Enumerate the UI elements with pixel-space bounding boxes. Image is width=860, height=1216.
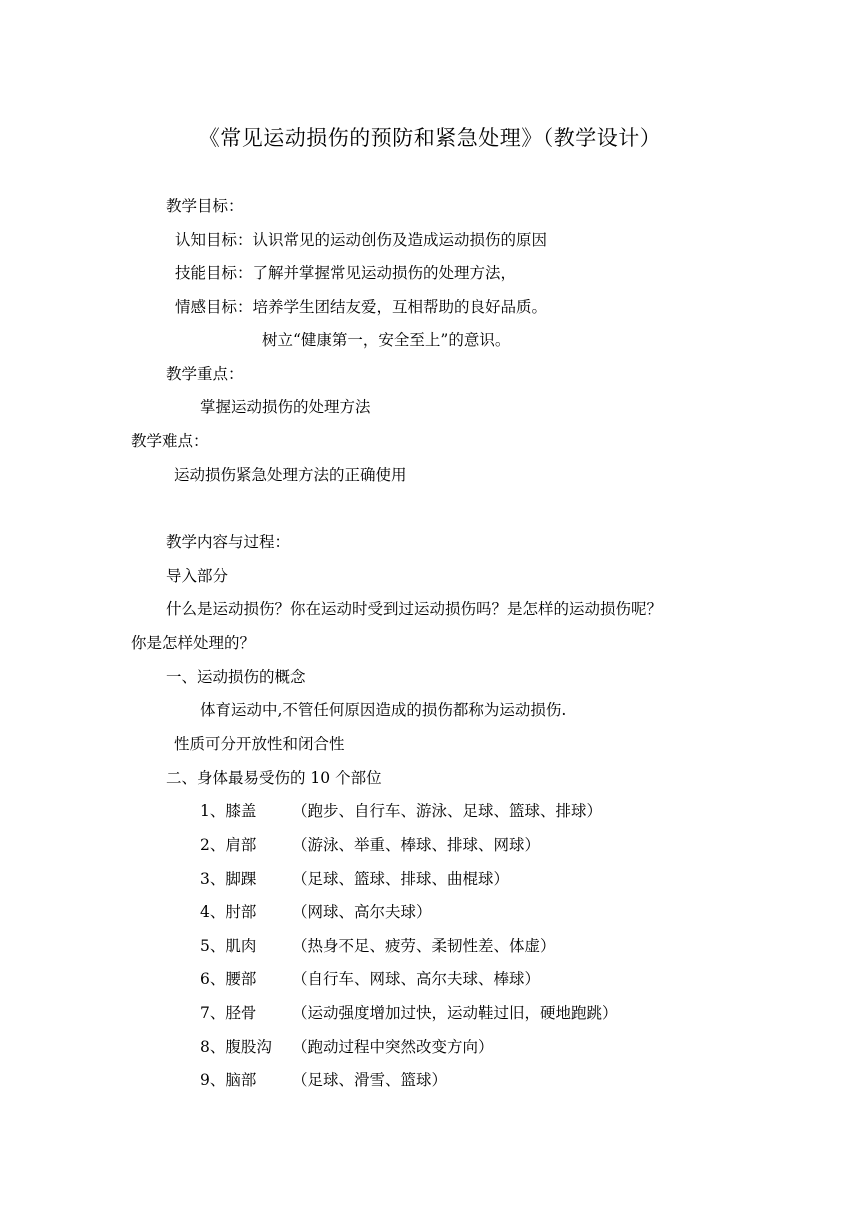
list-item-note: （热身不足、疲劳、柔韧性差、体虚） [292,937,556,955]
list-item-part: 8、腹股沟 [200,1038,272,1056]
list-item [200,967,540,991]
affective-label: 情感目标： [175,298,253,316]
cognitive-text: 认识常见的运动创伤及造成运动损伤的原因 [252,231,548,249]
skill-label: 技能目标： [175,264,253,282]
list-item [200,799,602,823]
section1-text-2: 性质可分开放性和闭合性 [174,735,345,753]
list-item-note: （跑动过程中突然改变方向） [292,1038,494,1056]
list-item [200,934,556,958]
list-item-part: 9、脑部 [200,1071,257,1089]
list-item-note: （自行车、网球、高尔夫球、棒球） [292,970,541,988]
keypoint-text: 掌握运动损伤的处理方法 [200,398,371,416]
affective-text-2: 树立“健康第一，安全至上”的意识。 [262,331,511,349]
keypoint-heading: 教学重点： [166,365,244,383]
list-item [200,867,509,891]
list-item [200,833,540,857]
list-item-note: （跑步、自行车、游泳、足球、篮球、排球） [292,802,603,820]
skill-text: 了解并掌握常见运动损伤的处理方法， [252,264,517,282]
objectives-heading: 教学目标： [166,197,244,215]
list-item-note: （运动强度增加过快，运动鞋过旧，硬地跑跳） [292,1004,618,1022]
section1-text: 体育运动中,不管任何原因造成的损伤都称为运动损伤. [200,701,567,719]
list-item-part: 6、腰部 [200,970,257,988]
list-item-part: 7、胫骨 [200,1004,257,1022]
section1-heading: 一、运动损伤的概念 [166,668,306,686]
affective-text: 培养学生团结友爱，互相帮助的良好品质。 [252,298,548,316]
list-item [200,1068,447,1092]
affective-objective [175,295,547,319]
difficulty-heading: 教学难点： [131,432,209,450]
list-item-part: 1、膝盖 [200,802,257,820]
process-heading: 教学内容与过程： [166,533,291,551]
cognitive-objective [175,228,547,252]
list-item-part: 3、脚踝 [200,870,257,888]
intro-text-1: 什么是运动损伤？你在运动时受到过运动损伤吗？是怎样的运动损伤呢？ [166,600,663,618]
list-item-part: 2、肩部 [200,836,257,854]
cognitive-label: 认知目标： [175,231,253,249]
list-item-note: （游泳、举重、棒球、排球、网球） [292,836,541,854]
section2-heading: 二、身体最易受伤的 10 个部位 [166,769,382,787]
intro-heading: 导入部分 [166,567,229,585]
list-item-note: （足球、篮球、排球、曲棍球） [292,870,510,888]
list-item-note: （足球、滑雪、篮球） [292,1071,448,1089]
list-item [200,1035,494,1059]
intro-text-2: 你是怎样处理的？ [131,634,256,652]
list-item-note: （网球、高尔夫球） [292,903,432,921]
document-title: 《常见运动损伤的预防和紧急处理》（教学设计） [198,126,662,150]
list-item [200,1001,618,1025]
difficulty-text: 运动损伤紧急处理方法的正确使用 [174,466,407,484]
list-item [200,900,432,924]
list-item-part: 4、肘部 [200,903,257,921]
skill-objective [175,261,516,285]
list-item-part: 5、肌肉 [200,937,257,955]
